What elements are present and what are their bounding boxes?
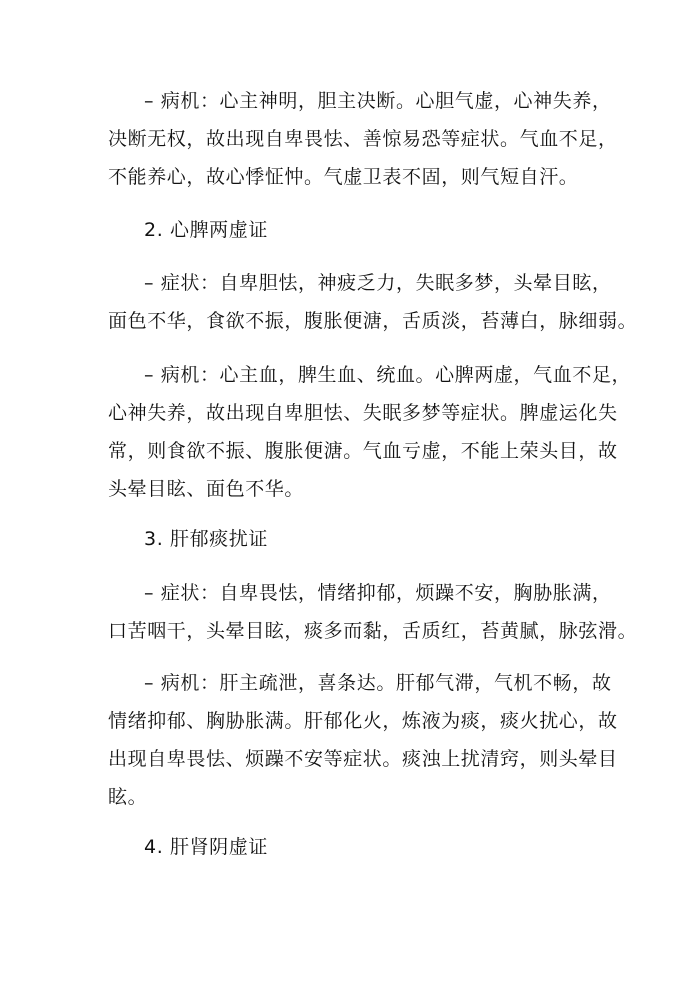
paragraph-gan-yu-symptoms [108, 574, 638, 650]
text-line: 情绪抑郁、胸胁胀满。肝郁化火，炼液为痰，痰火扰心，故 [108, 710, 618, 732]
section-heading-2: 2. 心脾两虚证 [144, 219, 268, 241]
text-line: – 症状：自卑胆怯，神疲乏力，失眠多梦，头晕目眩， [144, 272, 612, 294]
text-line: 出现自卑畏怯、烦躁不安等症状。痰浊上扰清窍，则头晕目 [108, 748, 618, 770]
text-line: 面色不华，食欲不振，腹胀便溏，舌质淡，苔薄白，脉细弱。 [108, 310, 638, 332]
text-line: 口苦咽干，头晕目眩，痰多而黏，舌质红，苔黄腻，脉弦滑。 [108, 620, 638, 642]
section-heading-3: 3. 肝郁痰扰证 [144, 528, 268, 550]
paragraph-xin-dan-pathogenesis [108, 82, 618, 196]
text-line: – 病机：心主血，脾生血、统血。心脾两虚，气血不足， [144, 364, 632, 386]
text-line: – 病机：肝主疏泄，喜条达。肝郁气滞，气机不畅，故 [144, 672, 612, 694]
text-line: 不能养心，故心悸怔忡。气虚卫表不固，则气短自汗。 [108, 166, 579, 188]
text-line: 常，则食欲不振、腹胀便溏。气血亏虚，不能上荣头目，故 [108, 440, 618, 462]
paragraph-gan-yu-pathogenesis [108, 664, 618, 816]
text-line: 头晕目眩、面色不华。 [108, 478, 305, 500]
text-line: 眩。 [108, 786, 148, 808]
text-line: 心神失养，故出现自卑胆怯、失眠多梦等症状。脾虚运化失 [108, 402, 618, 424]
text-line: – 病机：心主神明，胆主决断。心胆气虚，心神失养， [144, 90, 612, 112]
paragraph-xin-pi-pathogenesis [108, 356, 632, 508]
section-heading-4: 4. 肝肾阴虚证 [144, 836, 268, 858]
text-line: 决断无权，故出现自卑畏怯、善惊易恐等症状。气血不足， [108, 128, 618, 150]
paragraph-xin-pi-symptoms [108, 264, 638, 340]
text-line: – 症状：自卑畏怯，情绪抑郁，烦躁不安，胸胁胀满， [144, 582, 612, 604]
